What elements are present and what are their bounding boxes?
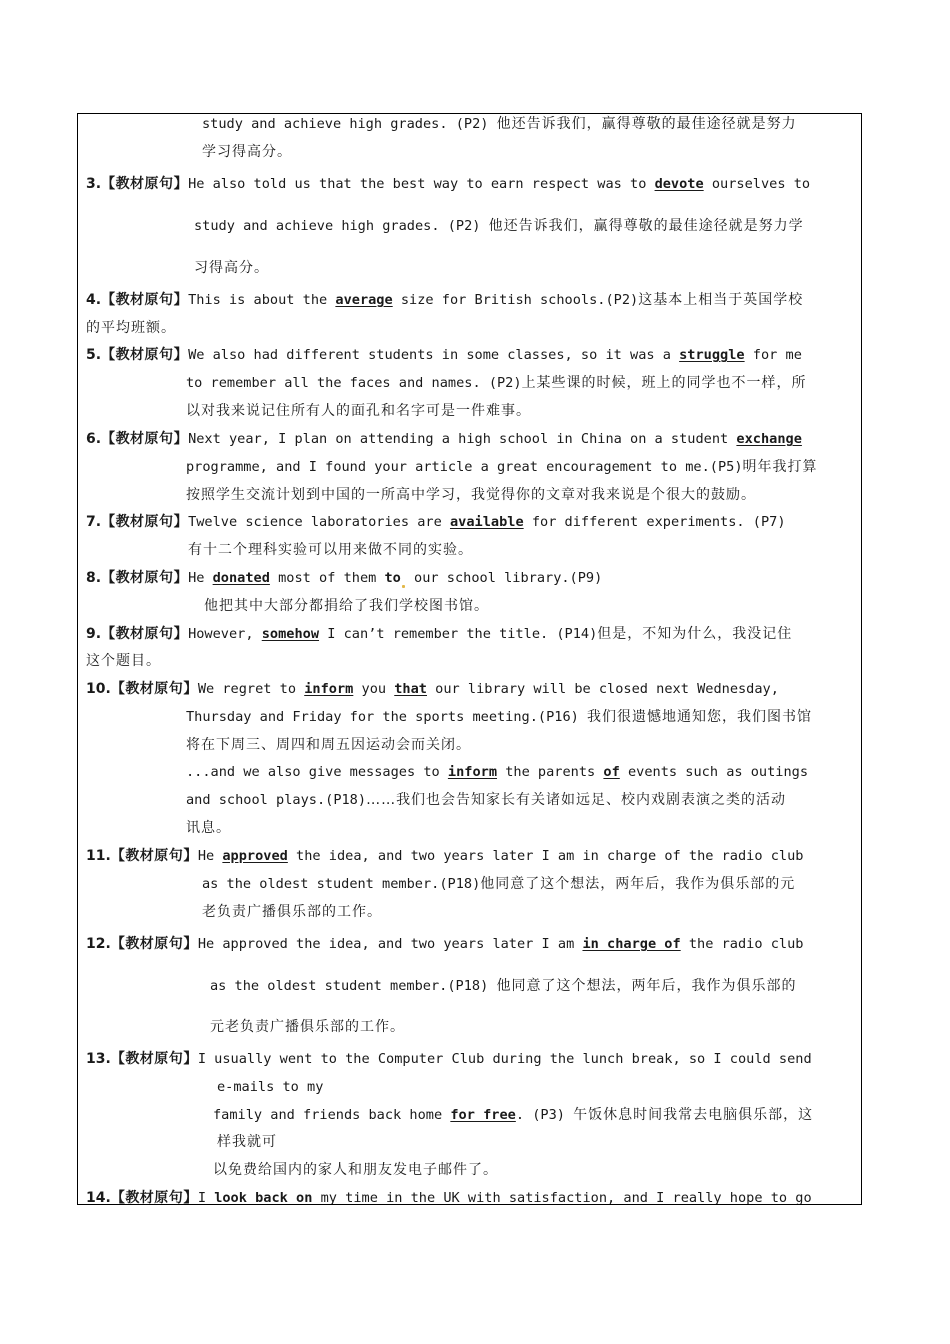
source-label: 【教材原句】 xyxy=(101,514,189,530)
source-label: 【教材原句】 xyxy=(101,431,189,447)
translation-line: 将在下周三、周四和周五因运动会而关闭。 xyxy=(186,737,471,753)
item-number: 8. xyxy=(86,570,102,586)
item-4-line: 4.【教材原句】This is about the average size for British schools.(P2)这基本上相当于英国学校 xyxy=(86,292,804,308)
source-label: 【教材原句】 xyxy=(101,570,189,586)
item-number: 9. xyxy=(86,626,102,642)
item-number: 7. xyxy=(86,514,102,530)
item-14-line: 14.【教材原句】I look back on my time in the UK with satisfaction, and I really hope to go xyxy=(86,1190,812,1205)
item-number: 13. xyxy=(86,1051,111,1067)
sentence-line: Thursday and Friday for the sports meeting.(P16) 我们很遗憾地通知您，我们图书馆 xyxy=(186,709,813,725)
keyword: of xyxy=(603,764,620,780)
item-8-line: 8.【教材原句】He donated most of them to our school library.(P9) xyxy=(86,570,603,586)
translation-line: 元老负责广播俱乐部的工作。 xyxy=(210,1019,405,1035)
translation-line: 样我就可 xyxy=(217,1134,277,1150)
keyword-plain: to xyxy=(384,570,401,586)
keyword: in charge of xyxy=(582,936,681,952)
sentence-line: as the oldest student member.(P18)他同意了这个想法，两年后，我作为俱乐部的元 xyxy=(202,876,796,892)
keyword: inform xyxy=(447,764,498,780)
keyword: inform xyxy=(304,681,354,697)
translation-line: 以免费给国内的家人和朋友发电子邮件了。 xyxy=(213,1162,498,1178)
source-label: 【教材原句】 xyxy=(101,347,189,363)
translation-line: 学习得高分。 xyxy=(202,144,292,160)
sentence-line: study and achieve high grades. (P2) 他还告诉我们，赢得尊敬的最佳途径就是努力 xyxy=(202,116,797,132)
item-number: 14. xyxy=(86,1190,111,1205)
sentence-line: ...and we also give messages to inform the parents of events such as outings xyxy=(186,764,809,780)
translation-line: 老负责广播俱乐部的工作。 xyxy=(202,904,382,920)
item-number: 11. xyxy=(86,848,111,864)
item-number: 5. xyxy=(86,347,102,363)
source-label: 【教材原句】 xyxy=(101,292,189,308)
item-number: 12. xyxy=(86,936,111,952)
item-3-line: 3.【教材原句】He also told us that the best way to earn respect was to devote ourselves to xyxy=(86,176,811,192)
keyword: donated xyxy=(212,570,270,586)
sentence-line: as the oldest student member.(P18) 他同意了这个想法，两年后，我作为俱乐部的 xyxy=(210,978,797,994)
item-12-line: 12.【教材原句】He approved the idea, and two years later I am in charge of the radio club xyxy=(86,936,804,952)
item-number: 6. xyxy=(86,431,102,447)
translation-line: 这个题目。 xyxy=(86,653,161,669)
sentence-line: to remember all the faces and names. (P2)上某些课的时候，班上的同学也不一样，所 xyxy=(186,375,807,391)
translation-line: 有十二个理科实验可以用来做不同的实验。 xyxy=(188,542,473,558)
source-label: 【教材原句】 xyxy=(101,626,189,642)
keyword: that xyxy=(394,681,427,697)
keyword: struggle xyxy=(679,347,745,363)
source-label: 【教材原句】 xyxy=(110,936,198,952)
keyword: look back on xyxy=(214,1190,313,1205)
keyword: available xyxy=(449,514,524,530)
source-label: 【教材原句】 xyxy=(101,176,189,192)
sentence-line: study and achieve high grades. (P2) 他还告诉我们，赢得尊敬的最佳途径就是努力学 xyxy=(194,218,804,234)
translation-line: 讯息。 xyxy=(186,820,231,836)
keyword: for free xyxy=(450,1107,516,1123)
item-number: 10. xyxy=(86,681,111,697)
keyword: devote xyxy=(654,176,704,192)
highlight-dot xyxy=(402,585,405,588)
item-7-line: 7.【教材原句】Twelve science laboratories are available for different experiments. (P7) xyxy=(86,514,786,530)
item-6-line: 6.【教材原句】Next year, I plan on attending a high school in China on a student exchange xyxy=(86,431,802,447)
source-label: 【教材原句】 xyxy=(110,1051,198,1067)
translation-line: 习得高分。 xyxy=(194,260,269,276)
item-5-line: 5.【教材原句】We also had different students in some classes, so it was a struggle for me xyxy=(86,347,802,363)
item-10-line: 10.【教材原句】We regret to inform you that our library will be closed next Wednesday, xyxy=(86,681,779,697)
translation-line: 的平均班额。 xyxy=(86,320,176,336)
content-table-cell xyxy=(77,113,862,1205)
source-label: 【教材原句】 xyxy=(110,681,198,697)
keyword: approved xyxy=(222,848,288,864)
item-9-line: 9.【教材原句】However, somehow I can’t remember the title. (P14)但是，不知为什么，我没记住 xyxy=(86,626,793,642)
translation-line: 按照学生交流计划到中国的一所高中学习，我觉得你的文章对我来说是个很大的鼓励。 xyxy=(186,487,756,503)
keyword: somehow xyxy=(261,626,320,642)
item-11-line: 11.【教材原句】He approved the idea, and two years later I am in charge of the radio club xyxy=(86,848,804,864)
item-number: 4. xyxy=(86,292,102,308)
sentence-line: e-mails to my xyxy=(217,1079,324,1095)
translation-line: 他把其中大部分都捐给了我们学校图书馆。 xyxy=(204,598,489,614)
sentence-line: and school plays.(P18)……我们也会告知家长有关诸如远足、校内戏剧表演之类的活动 xyxy=(186,792,787,808)
item-number: 3. xyxy=(86,176,102,192)
keyword: exchange xyxy=(736,431,802,447)
keyword: average xyxy=(335,292,393,308)
source-label: 【教材原句】 xyxy=(110,1190,198,1205)
sentence-line: family and friends back home for free. (P3) 午饭休息时间我常去电脑俱乐部，这 xyxy=(213,1107,814,1123)
translation-line: 以对我来说记住所有人的面孔和名字可是一件难事。 xyxy=(186,403,531,419)
source-label: 【教材原句】 xyxy=(110,848,198,864)
item-13-line: 13.【教材原句】I usually went to the Computer Club during the lunch break, so I could send xyxy=(86,1051,812,1067)
sentence-line: programme, and I found your article a great encouragement to me.(P5)明年我打算 xyxy=(186,459,818,475)
